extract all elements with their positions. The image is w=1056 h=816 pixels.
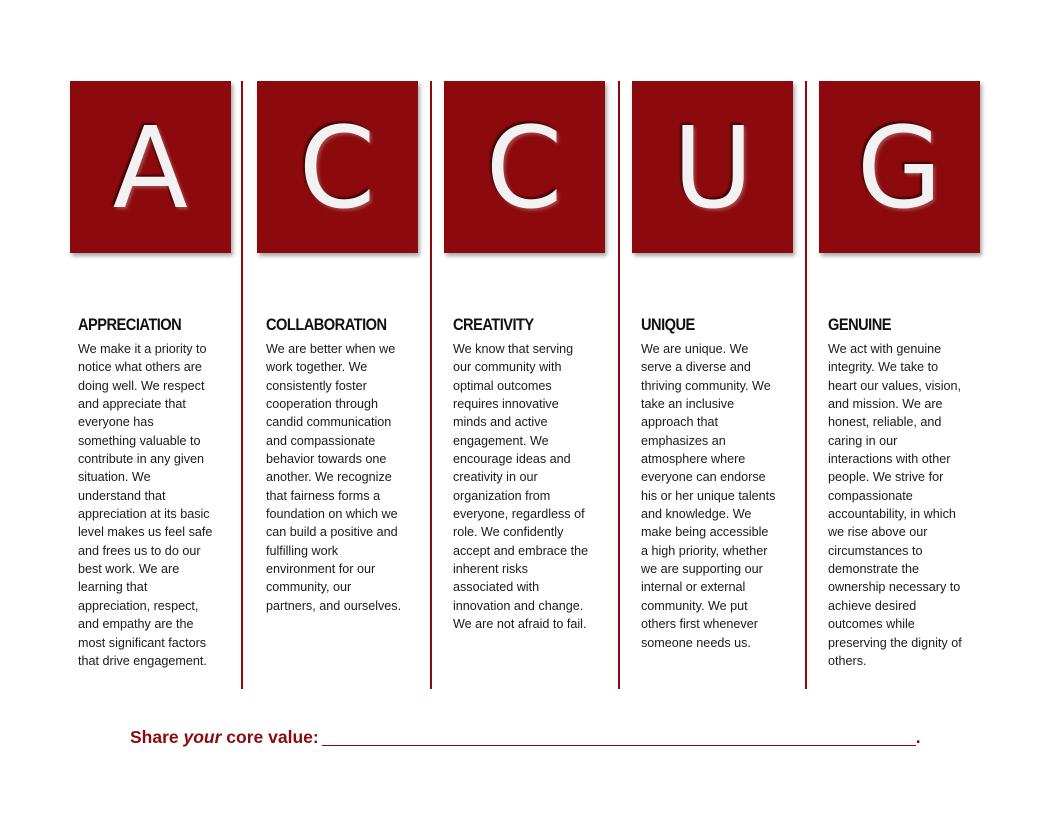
body-line: thriving community. We [641,378,771,393]
body-line: outcomes while [828,617,915,632]
body-line: circumstances to [828,543,923,558]
body-line: that fairness forms a [266,488,381,503]
body-line: heart our values, vision, [828,378,962,393]
body-line: compassionate [828,488,913,503]
column-title: COLLABORATION [266,315,387,334]
tile-u [632,81,793,253]
body-line: cooperation through [266,397,379,412]
body-line: others. [828,653,867,668]
share-core-value [130,727,921,748]
body-line: his or her unique talents [641,488,776,503]
column-genuine [828,313,978,670]
body-line: internal or external [641,580,746,595]
body-line: achieve desired [828,598,917,613]
tile-g [819,81,980,253]
body-line: foundation on which we [266,507,398,522]
column-body [78,340,228,670]
body-line: accountability, in which [828,507,956,522]
tile-letter: G [856,104,943,234]
body-line: something valuable to [78,433,201,448]
body-line: work together. We [266,360,368,375]
body-line: and mission. We are [828,397,943,412]
body-line: minds and active [453,415,548,430]
body-line: understand that [78,488,166,503]
body-line: and knowledge. We [641,507,752,522]
body-line: everyone has [78,415,154,430]
body-line: behavior towards one [266,452,387,467]
body-line: encourage ideas and [453,452,571,467]
body-line: our community with [453,360,562,375]
body-line: preserving the dignity of [828,635,962,650]
body-line: doing well. We respect [78,378,205,393]
column-title: CREATIVITY [453,315,534,334]
body-line: creativity in our [453,470,538,485]
share-emphasis: your [183,727,222,747]
tile-c-second [444,81,605,253]
body-line: notice what others are [78,360,202,375]
body-line: others first whenever [641,617,758,632]
body-line: partners, and ourselves. [266,598,402,613]
body-line: integrity. We take to [828,360,939,375]
column-body [453,340,603,634]
body-line: We make it a priority to [78,342,207,356]
share-prefix: Share [130,727,184,747]
column-body [266,340,416,615]
body-line: optimal outcomes [453,378,552,393]
body-line: requires innovative [453,397,559,412]
body-line: role. We confidently [453,525,564,540]
body-line: appreciation at its basic [78,507,210,522]
body-line: and appreciate that [78,397,186,412]
body-line: most significant factors [78,635,207,650]
body-line: and compassionate [266,433,376,448]
column-title: GENUINE [828,315,892,334]
column-collaboration [266,313,416,615]
body-line: a high priority, whether [641,543,768,558]
column-title: UNIQUE [641,315,695,334]
body-line: learning that [78,580,148,595]
tile-c-first [257,81,418,253]
body-line: community, our [266,580,352,595]
body-line: associated with [453,580,540,595]
body-line: demonstrate the [828,562,920,577]
body-line: engagement. We [453,433,549,448]
body-line: take an inclusive [641,397,735,412]
tile-letter: C [299,104,376,234]
body-line: we are supporting our [641,562,763,577]
body-line: emphasizes an [641,433,726,448]
tile-letter: A [112,104,189,234]
column-unique [641,313,791,652]
body-line: ownership necessary to [828,580,961,595]
column-divider [618,81,620,689]
body-line: consistently foster [266,378,367,393]
body-line: everyone, regardless of [453,507,585,522]
body-line: approach that [641,415,719,430]
column-body [641,340,791,652]
body-line: make being accessible [641,525,769,540]
tile-letter: U [672,104,753,234]
body-line: We are better when we [266,342,396,356]
body-line: and empathy are the [78,617,194,632]
body-line: best work. We are [78,562,180,577]
body-line: atmosphere where [641,452,746,467]
tile-a [70,81,231,253]
column-creativity [453,313,603,634]
body-line: caring in our [828,433,898,448]
column-appreciation [78,313,228,670]
column-divider [241,81,243,689]
body-line: community. We put [641,598,748,613]
body-line: we rise above our [828,525,928,540]
body-line: We are unique. We [641,342,749,356]
tile-letter: C [486,104,563,234]
body-line: interactions with other [828,452,951,467]
body-line: honest, reliable, and [828,415,942,430]
body-line: fulfilling work [266,543,339,558]
body-line: environment for our [266,562,376,577]
body-line: that drive engagement. [78,653,207,668]
body-line: organization from [453,488,551,503]
column-divider [805,81,807,689]
body-line: appreciation, respect, [78,598,199,613]
body-line: We act with genuine [828,342,942,356]
body-line: contribute in any given [78,452,205,467]
share-end-dot: . [915,727,921,747]
body-line: another. We recognize [266,470,392,485]
body-line: inherent risks [453,562,528,577]
body-line: We know that serving [453,342,574,356]
column-title: APPRECIATION [78,315,182,334]
share-suffix: core value: [221,727,319,747]
body-line: serve a diverse and [641,360,751,375]
body-line: can build a positive and [266,525,398,540]
body-line: situation. We [78,470,151,485]
body-line: someone needs us. [641,635,751,650]
share-blank-line[interactable] [322,744,916,746]
column-divider [430,81,432,689]
body-line: everyone can endorse [641,470,766,485]
body-line: accept and embrace the [453,543,589,558]
body-line: people. We strive for [828,470,944,485]
body-line: and frees us to do our [78,543,201,558]
column-body [828,340,978,670]
body-line: innovation and change. [453,598,584,613]
body-line: level makes us feel safe [78,525,213,540]
body-line: We are not afraid to fail. [453,617,587,632]
body-line: candid communication [266,415,392,430]
